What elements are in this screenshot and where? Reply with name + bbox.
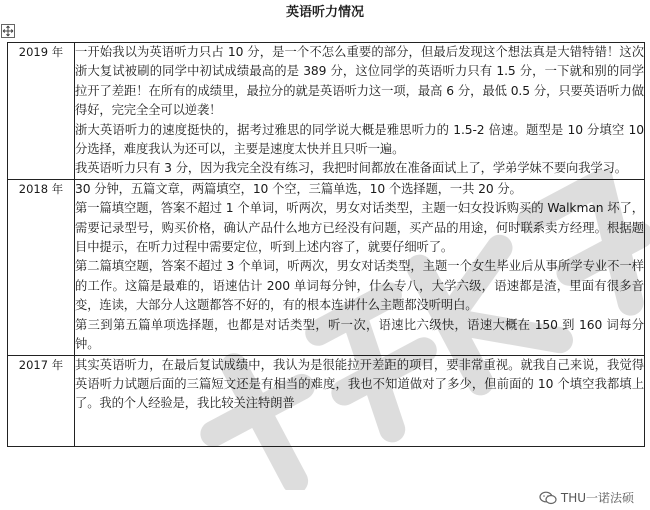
paragraph: 30 分钟，五篇文章，两篇填空，10 个空，三篇单选，10 个选择题，一共 20 分。	[75, 181, 522, 196]
year-cell: 2018 年	[8, 179, 75, 355]
page-title: 英语听力情况	[285, 5, 364, 20]
content-cell	[75, 355, 645, 446]
paragraph: 第二篇填空题，答案不超过 3 个单词，听两次，男女对话类型，主题一个女生毕业后从事所学专业不一样的工作。这篇是最难的，语速估计 200 单词每分钟，什么专八，大学六级，语速都是渣，里面有很多音变，连读，大部分人这题都答不好的，有的根本连讲什么主题都没听明白。	[75, 259, 644, 313]
paragraph: 我英语听力只有 3 分，因为我完全没有练习，我把时间都放在准备面试上了，学弟学妹不要向我学习。	[75, 161, 628, 176]
wechat-icon	[539, 491, 557, 505]
credit-text: THU一诺法硕	[560, 491, 634, 505]
paragraph: 一开始我以为英语听力只占 10 分，是一个不怎么重要的部分，但最后发现这个想法真是大错特错！这次浙大复试被刷的同学中初试成绩最高的是 389 分，这位同学的英语听力只有 1.5 分，一下就和别的同学拉开了差距！在所有的成绩里，最拉分的就是英语听力这一项，最高 6 分，最低 0.5 分，只要英语听力做得好，完完全全可以逆袭！	[75, 45, 644, 118]
listening-table	[7, 42, 645, 447]
table-row	[8, 43, 645, 180]
content-cell	[75, 43, 645, 180]
watermark-credit	[535, 489, 638, 506]
paragraph: 第三到第五篇单项选择题，也都是对话类型，听一次，语速比六级快，语速大概在 150 到 160 词每分钟。	[75, 317, 644, 352]
year-cell: 2019 年	[8, 43, 75, 180]
year-cell: 2017 年	[8, 355, 75, 446]
paragraph: 其实英语听力，在最后复试成绩中，我认为是很能拉开差距的项目，要非常重视。就我自己来说，我觉得英语听力试题后面的三篇短文还是有相当的难度，我也不知道做对了多少，但前面的 10 个填空我都填上了。我的个人经验是，我比较关注特朗普	[75, 357, 644, 411]
table-row	[8, 355, 645, 446]
paragraph: 第一篇填空题，答案不超过 1 个单词，听两次，男女对话类型，主题一妇女投诉购买的 Walkman 坏了，需要记录型号，购买价格，确认产品什么地方已经没有问题，买产品的用途，何时联系卖方经理。根据题目中提示，在听力过程中需要定位，听到上述内容了，就要仔细听了。	[75, 201, 644, 255]
content-cell	[75, 179, 645, 355]
table-row	[8, 179, 645, 355]
paragraph: 浙大英语听力的速度挺快的，据考过雅思的同学说大概是雅思听力的 1.5-2 倍速。题型是 10 分填空 10 分选择，难度我认为还可以，主要是速度太快并且只听一遍。	[75, 122, 644, 157]
table-move-handle-icon[interactable]	[1, 24, 15, 38]
